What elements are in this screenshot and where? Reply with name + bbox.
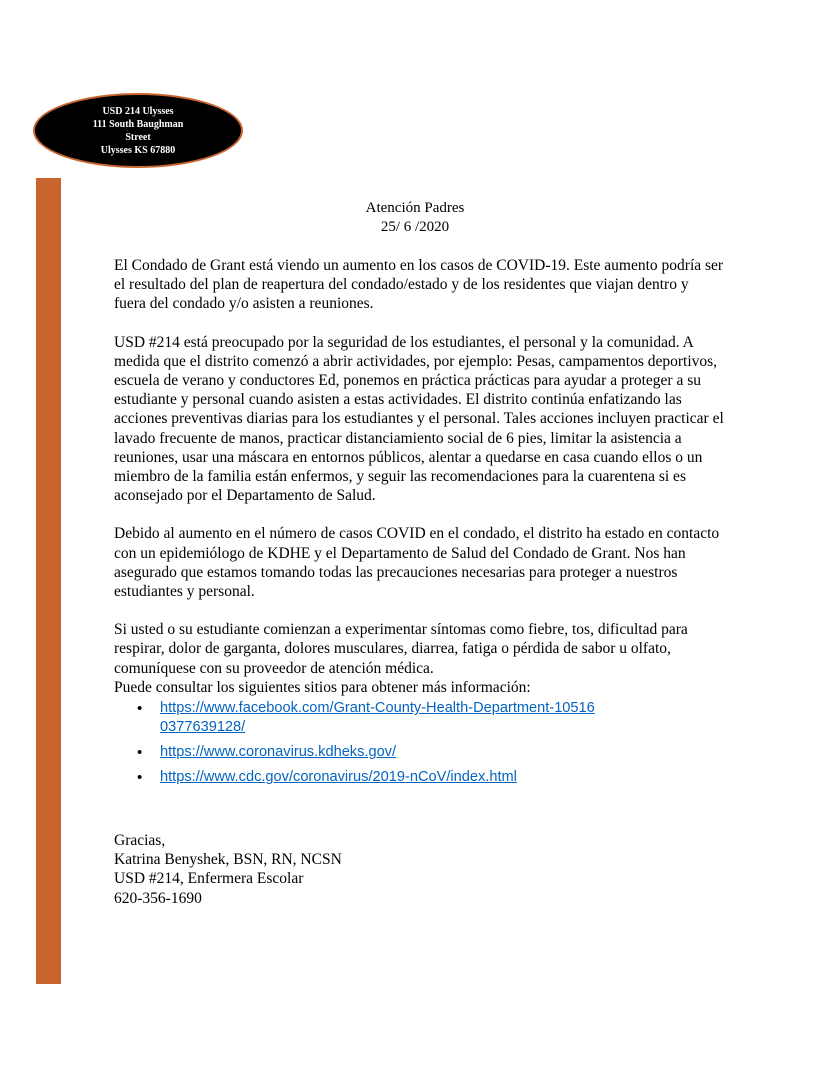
facebook-link[interactable]: https://www.facebook.com/Grant-County-Health-Department-105160377639128/	[160, 700, 595, 736]
signer-phone: 620-356-1690	[114, 889, 202, 907]
letter-body	[114, 256, 724, 908]
letter-date: 25/ 6 /2020	[380, 219, 450, 235]
paragraph-1: El Condado de Grant está viendo un aumento en los casos de COVID-19. Este aumento podría ser el resultado del plan de reapertura del condado/estado y de los residentes que viajan dentro y fuera del condado y/o asisten a reuniones.	[114, 257, 724, 313]
letterhead-line-2: 111 South Baughman	[92, 118, 184, 130]
letterhead-oval	[33, 93, 243, 168]
decorative-side-bar	[36, 178, 61, 984]
letterhead-line-3: Street	[125, 131, 151, 143]
letterhead-line-1: USD 214 Ulysses	[102, 105, 174, 117]
list-item	[160, 699, 724, 737]
cdc-link[interactable]: https://www.cdc.gov/coronavirus/2019-nCoV/index.html	[160, 769, 517, 786]
list-item	[160, 743, 724, 762]
signer-name: Katrina Benyshek, BSN, RN, NCSN	[114, 851, 342, 869]
list-item	[160, 768, 724, 787]
paragraph-5: Puede consultar los siguientes sitios para obtener más información:	[114, 678, 531, 696]
kdheks-link[interactable]: https://www.coronavirus.kdheks.gov/	[160, 744, 397, 761]
resource-links	[114, 699, 724, 787]
paragraph-3: Debido al aumento en el número de casos COVID en el condado, el distrito ha estado en contacto con un epidemiólogo de KDHE y el Departamento de Salud del Condado de Grant. Nos han asegurado que estamos tomando todas las precauciones necesarias para proteger a nuestros estudiantes y personal.	[114, 525, 720, 601]
paragraph-2: USD #214 está preocupado por la seguridad de los estudiantes, el personal y la comunidad. A medida que el distrito comenzó a abrir actividades, por ejemplo: Pesas, campamentos deportivos, escuela de verano y conductores Ed, ponemos en práctica prácticas para ayudar a proteger a su estudiante y personal cuando asisten a estas actividades. El distrito continúa enfatizando las acciones preventivas diarias para los estudiantes y el personal. Tales acciones incluyen practicar el lavado frecuente de manos, practicar distanciamiento social de 6 pies, limitar la asistencia a reuniones, usar una máscara en entornos públicos, alentar a quedarse en casa cuando ellos o un miembro de la familia están enfermos, y seguir las recomendaciones para la cuarentena si es aconsejado por el Departamento de Salud.	[114, 333, 724, 505]
letterhead-line-4: Ulysses KS 67880	[100, 144, 176, 156]
closing: Gracias,	[114, 832, 166, 850]
signature-block	[114, 831, 724, 908]
paragraph-4: Si usted o su estudiante comienzan a experimentar síntomas como fiebre, tos, dificultad para respirar, dolor de garganta, dolores musculares, diarrea, fatiga o pérdida de sabor u olfato, comuníquese con su proveedor de atención médica.	[114, 621, 688, 677]
signer-role: USD #214, Enfermera Escolar	[114, 870, 304, 888]
page-title: Atención Padres	[365, 200, 465, 216]
